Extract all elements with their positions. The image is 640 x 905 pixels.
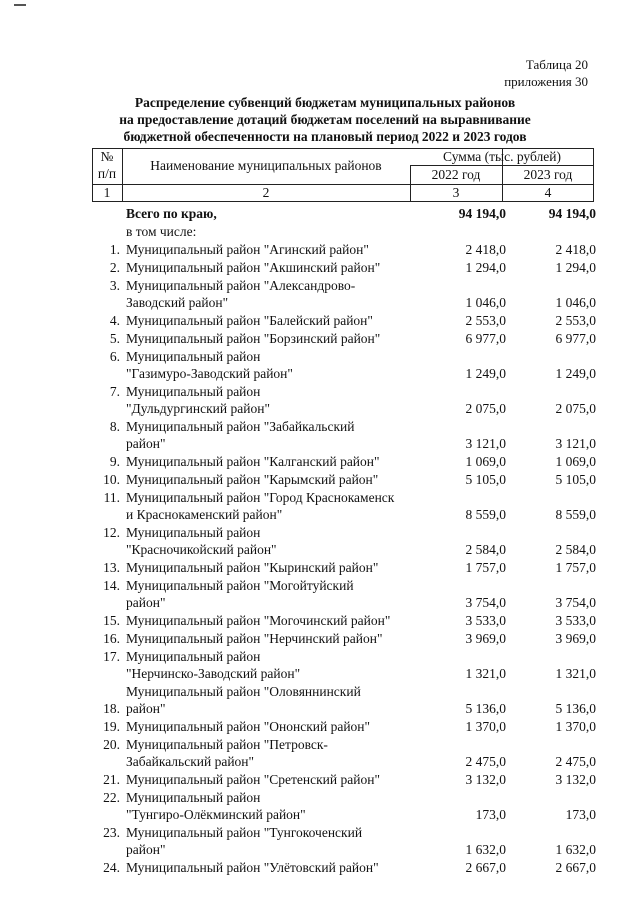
value-2022: 3 132,0 — [465, 772, 506, 787]
value-2022: 1 249,0 — [465, 366, 506, 381]
table-row — [92, 453, 594, 471]
header-border-bottom — [92, 201, 594, 202]
row-number: 24. — [103, 860, 120, 875]
table-row — [92, 383, 594, 418]
value-2023: 2 075,0 — [555, 401, 596, 416]
value-2023: 1 069,0 — [555, 454, 596, 469]
header-divider-sum — [410, 165, 594, 166]
col-index-1: 1 — [103, 185, 111, 200]
col-index-3: 3 — [452, 185, 460, 200]
col-num-line1: № — [100, 149, 114, 164]
row-number: 8. — [109, 419, 120, 434]
title-line1: Распределение субвенций бюджетам муниципальных районов — [134, 95, 516, 110]
subtotal-note-row — [92, 223, 594, 241]
table-row — [92, 241, 594, 259]
value-2022: 1 321,0 — [465, 666, 506, 681]
table-reference — [504, 56, 588, 90]
table-row — [92, 418, 594, 453]
table-row — [92, 718, 594, 736]
value-2022: 2 667,0 — [465, 860, 506, 875]
value-2022: 2 553,0 — [465, 313, 506, 328]
district-name: Муниципальный район "Дульдургинский район" — [126, 384, 270, 416]
total-2023: 94 194,0 — [548, 206, 596, 221]
row-number: 7. — [109, 384, 120, 399]
district-name: Муниципальный район "Ононский район" — [126, 719, 371, 734]
corner-mark — [14, 4, 26, 6]
district-name: Муниципальный район "Балейский район" — [126, 313, 373, 328]
row-number: 2. — [109, 260, 120, 275]
row-number: 18. — [103, 701, 120, 716]
district-name: Муниципальный район "Оловяннинский район" — [126, 684, 361, 716]
table-row — [92, 559, 594, 577]
row-number: 12. — [103, 525, 120, 540]
table-row — [92, 771, 594, 789]
value-2023: 173,0 — [565, 807, 596, 822]
value-2023: 2 418,0 — [555, 242, 596, 257]
value-2023: 3 754,0 — [555, 595, 596, 610]
row-number: 6. — [109, 349, 120, 364]
value-2023: 2 584,0 — [555, 542, 596, 557]
district-name: Муниципальный район "Калганский район" — [126, 454, 380, 469]
value-2022: 2 584,0 — [465, 542, 506, 557]
district-name: Муниципальный район "Сретенский район" — [126, 772, 380, 787]
district-name: Муниципальный район "Газимуро-Заводский район" — [126, 349, 293, 381]
table-ref-line2: приложения 30 — [504, 74, 588, 89]
table-body — [92, 205, 594, 877]
district-name: Муниципальный район "Акшинский район" — [126, 260, 381, 275]
district-name: Муниципальный район "Кыринский район" — [126, 560, 379, 575]
row-number: 3. — [109, 278, 120, 293]
row-number: 4. — [109, 313, 120, 328]
col-2023: 2023 год — [523, 167, 573, 182]
title-line2: на предоставление дотаций бюджетам поселений на выравнивание — [119, 112, 531, 127]
value-2022: 3 754,0 — [465, 595, 506, 610]
table-row — [92, 348, 594, 383]
table-row — [92, 683, 594, 718]
row-number: 10. — [103, 472, 120, 487]
row-number: 11. — [103, 490, 120, 505]
table-row — [92, 612, 594, 630]
row-number: 23. — [103, 825, 120, 840]
table-row — [92, 312, 594, 330]
value-2023: 2 667,0 — [555, 860, 596, 875]
value-2022: 1 294,0 — [465, 260, 506, 275]
row-number: 15. — [103, 613, 120, 628]
value-2023: 6 977,0 — [555, 331, 596, 346]
district-name: Муниципальный район "Красночикойский район" — [126, 525, 277, 557]
value-2023: 1 046,0 — [555, 295, 596, 310]
value-2022: 1 046,0 — [465, 295, 506, 310]
col-2022: 2022 год — [431, 167, 481, 182]
district-name: Муниципальный район "Карымский район" — [126, 472, 379, 487]
district-name: Муниципальный район "Могойтуйский район" — [126, 578, 354, 610]
table-row — [92, 630, 594, 648]
value-2022: 2 475,0 — [465, 754, 506, 769]
row-number: 20. — [103, 737, 120, 752]
table-row — [92, 489, 594, 524]
row-number: 21. — [103, 772, 120, 787]
col-index-2: 2 — [262, 185, 270, 200]
value-2022: 173,0 — [475, 807, 506, 822]
row-number: 1. — [109, 242, 120, 257]
table-row — [92, 577, 594, 612]
row-number: 19. — [103, 719, 120, 734]
value-2022: 5 105,0 — [465, 472, 506, 487]
value-2022: 1 757,0 — [465, 560, 506, 575]
table-row — [92, 648, 594, 683]
district-name: Муниципальный район "Нерчинский район" — [126, 631, 383, 646]
row-number: 22. — [103, 790, 120, 805]
district-name: Муниципальный район "Тунгиро-Олёкминский район" — [126, 790, 306, 822]
value-2022: 2 075,0 — [465, 401, 506, 416]
value-2023: 3 121,0 — [555, 436, 596, 451]
value-2023: 2 553,0 — [555, 313, 596, 328]
subtotal-note: в том числе: — [126, 224, 197, 239]
total-label: Всего по краю, — [126, 206, 217, 221]
district-name: Муниципальный район "Город Краснокаменск и Краснокаменский район" — [126, 490, 395, 522]
value-2023: 1 321,0 — [555, 666, 596, 681]
value-2023: 8 559,0 — [555, 507, 596, 522]
table-row — [92, 330, 594, 348]
col-index-4: 4 — [544, 185, 552, 200]
district-name: Муниципальный район "Агинский район" — [126, 242, 369, 257]
table-row — [92, 259, 594, 277]
table-row — [92, 789, 594, 824]
value-2022: 1 632,0 — [465, 842, 506, 857]
district-name: Муниципальный район "Александрово- Заводский район" — [126, 278, 356, 310]
row-number: 14. — [103, 578, 120, 593]
value-2022: 6 977,0 — [465, 331, 506, 346]
table-row — [92, 824, 594, 859]
value-2023: 1 757,0 — [555, 560, 596, 575]
value-2023: 3 132,0 — [555, 772, 596, 787]
col-name: Наименование муниципальных районов — [150, 158, 382, 173]
total-2022: 94 194,0 — [458, 206, 506, 221]
value-2022: 1 069,0 — [465, 454, 506, 469]
row-number: 13. — [103, 560, 120, 575]
district-name: Муниципальный район "Улётовский район" — [126, 860, 379, 875]
table-row — [92, 471, 594, 489]
district-name: Муниципальный район "Нерчинско-Заводский район" — [126, 649, 301, 681]
value-2022: 1 370,0 — [465, 719, 506, 734]
table-row — [92, 859, 594, 877]
total-row — [92, 205, 594, 223]
row-number: 5. — [109, 331, 120, 346]
district-name: Муниципальный район "Забайкальский район" — [126, 419, 355, 451]
value-2023: 1 632,0 — [555, 842, 596, 857]
value-2022: 3 969,0 — [465, 631, 506, 646]
value-2023: 1 249,0 — [555, 366, 596, 381]
value-2023: 3 533,0 — [555, 613, 596, 628]
row-number: 17. — [103, 649, 120, 664]
district-name: Муниципальный район "Могочинский район" — [126, 613, 391, 628]
col-sum: Сумма (тыс. рублей) — [443, 149, 561, 164]
value-2023: 2 475,0 — [555, 754, 596, 769]
value-2022: 3 121,0 — [465, 436, 506, 451]
document-title — [80, 94, 570, 145]
value-2023: 5 105,0 — [555, 472, 596, 487]
table-header — [92, 148, 594, 202]
col-num-line2: п/п — [97, 166, 117, 181]
value-2022: 5 136,0 — [465, 701, 506, 716]
table-row — [92, 277, 594, 312]
row-number: 16. — [103, 631, 120, 646]
table-ref-line1: Таблица 20 — [525, 57, 588, 72]
value-2022: 3 533,0 — [465, 613, 506, 628]
value-2023: 5 136,0 — [555, 701, 596, 716]
district-name: Муниципальный район "Петровск- Забайкальский район" — [126, 737, 328, 769]
title-line3: бюджетной обеспеченности на плановый период 2022 и 2023 годов — [123, 129, 527, 144]
district-name: Муниципальный район "Борзинский район" — [126, 331, 381, 346]
value-2022: 2 418,0 — [465, 242, 506, 257]
table-row — [92, 736, 594, 771]
value-2023: 3 969,0 — [555, 631, 596, 646]
district-name: Муниципальный район "Тунгокоченский район" — [126, 825, 363, 857]
value-2022: 8 559,0 — [465, 507, 506, 522]
row-number: 9. — [109, 454, 120, 469]
value-2023: 1 294,0 — [555, 260, 596, 275]
value-2023: 1 370,0 — [555, 719, 596, 734]
table-row — [92, 524, 594, 559]
